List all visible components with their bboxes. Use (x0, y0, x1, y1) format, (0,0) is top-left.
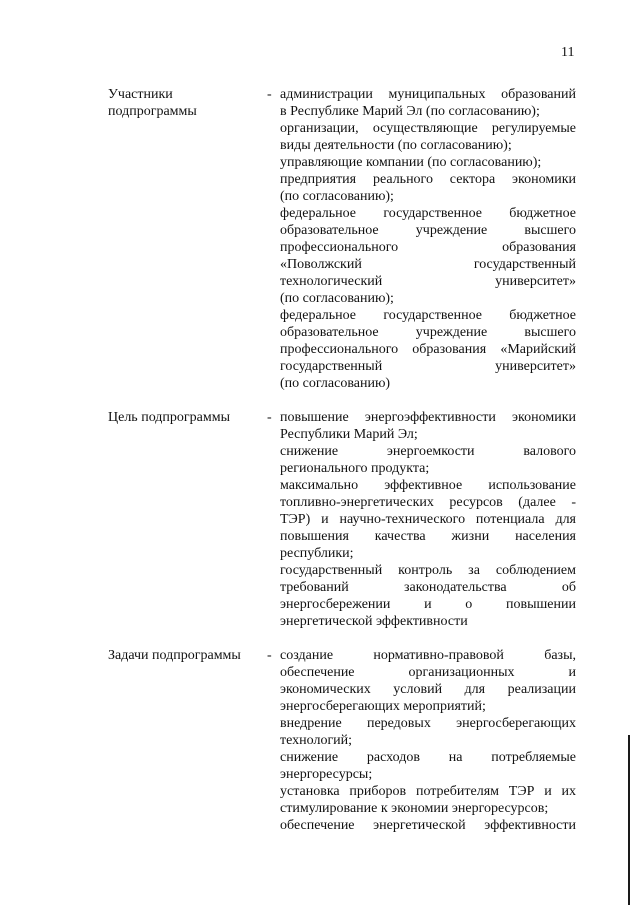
body-line: повышение энергоэффективности экономики (280, 410, 576, 425)
body-line: снижение энергоемкости валового (280, 444, 576, 459)
body-line: образовательное учреждение высшего (280, 325, 576, 340)
section-label: Задачи подпрограммы (108, 648, 241, 663)
body-line: государственный университет» (280, 359, 576, 374)
body-line: профессионального образования (280, 240, 576, 255)
body-line: создание нормативно-правовой базы, (280, 648, 576, 663)
body-line: виды деятельности (по согласованию); (280, 138, 512, 153)
body-line: управляющие компании (по согласованию); (280, 155, 542, 170)
body-line: Республики Марий Эл; (280, 427, 418, 442)
body-line: снижение расходов на потребляемые (280, 750, 576, 765)
body-line: республики; (280, 546, 354, 561)
section-body (280, 409, 576, 630)
section-dash: - (267, 410, 272, 425)
body-line: профессионального образования «Марийский (280, 342, 576, 357)
section-body (280, 647, 576, 834)
body-line: внедрение передовых энергосберегающих (280, 716, 576, 731)
body-line: технологий; (280, 733, 353, 748)
body-line: энергетической эффективности (280, 614, 468, 629)
body-line: экономических условий для реализации (280, 682, 576, 697)
body-line: (по согласованию); (280, 291, 394, 306)
body-line: (по согласованию) (280, 376, 391, 391)
body-line: федеральное государственное бюджетное (280, 206, 576, 221)
body-line: предприятия реального сектора экономики (280, 172, 576, 187)
scan-edge-mark (628, 735, 630, 905)
body-line: установка приборов потребителям ТЭР и их (280, 784, 576, 799)
section-dash: - (267, 648, 272, 663)
body-line: образовательное учреждение высшего (280, 223, 576, 238)
body-line: обеспечение энергетической эффективности (280, 818, 576, 833)
body-line: ТЭР) и научно-технического потенциала для (280, 512, 576, 527)
body-line: стимулирование к экономии энергоресурсов; (280, 801, 549, 816)
body-line: энергосбережении и о повышении (280, 597, 576, 612)
body-line: федеральное государственное бюджетное (280, 308, 576, 323)
section-label: Участники подпрограммы (108, 87, 197, 119)
body-line: максимально эффективное использование (280, 478, 576, 493)
section-dash: - (267, 87, 272, 102)
section-body (280, 86, 576, 392)
body-line: энергоресурсы; (280, 767, 373, 782)
body-line: обеспечение организационных и (280, 665, 576, 680)
body-line: требований законодательства об (280, 580, 576, 595)
body-line: энергосберегающих мероприятий; (280, 699, 486, 714)
body-line: организации, осуществляющие регулируемые (280, 121, 576, 136)
body-line: топливно-энергетических ресурсов (далее - (280, 495, 576, 510)
body-line: администрации муниципальных образований (280, 87, 576, 102)
section-label: Цель подпрограммы (108, 410, 230, 425)
body-line: регионального продукта; (280, 461, 430, 476)
body-line: «Поволжский государственный (280, 257, 576, 272)
body-line: государственный контроль за соблюдением (280, 563, 576, 578)
body-line: технологический университет» (280, 274, 576, 289)
page-number: 11 (561, 45, 575, 60)
body-line: в Республике Марий Эл (по согласованию); (280, 104, 540, 119)
body-line: повышения качества жизни населения (280, 529, 576, 544)
body-line: (по согласованию); (280, 189, 394, 204)
